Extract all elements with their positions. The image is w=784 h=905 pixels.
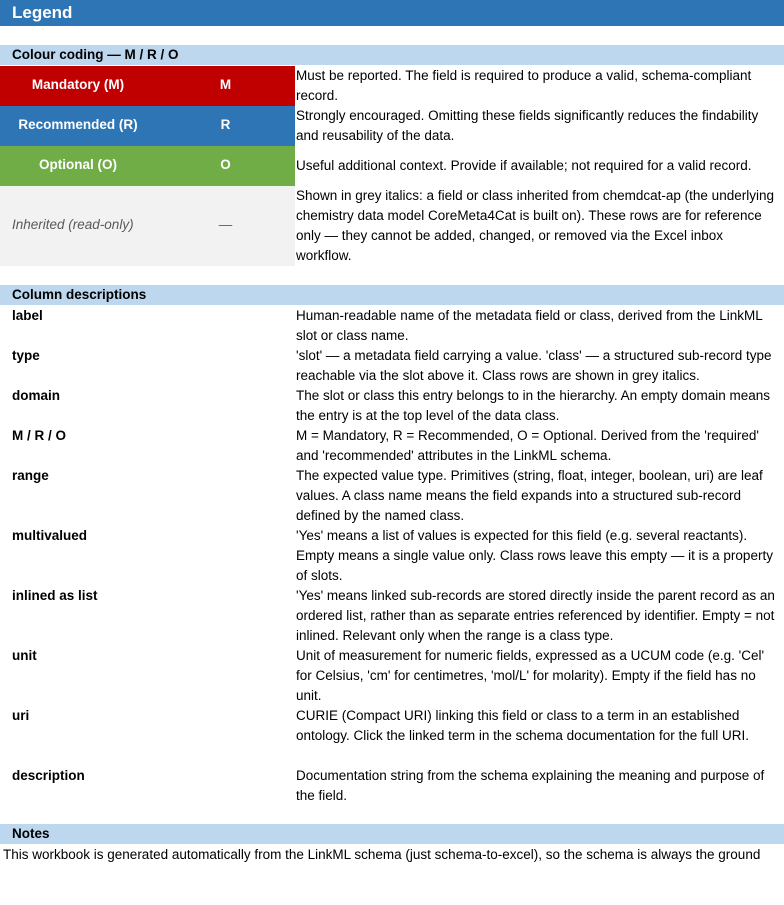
notes-heading: Notes xyxy=(0,824,784,844)
optional-swatch xyxy=(0,146,295,186)
optional-label: Optional (O) xyxy=(39,157,117,172)
optional-code: O xyxy=(220,157,231,172)
column-key: description xyxy=(12,768,85,783)
recommended-label: Recommended (R) xyxy=(18,117,138,132)
column-value: M = Mandatory, R = Recommended, O = Optional. Derived from the 'required' and 'recommended' attributes in the LinkML schema. xyxy=(296,428,759,463)
inherited-swatch xyxy=(0,186,295,266)
column-descriptions-heading: Column descriptions xyxy=(0,285,784,305)
column-value: Unit of measurement for numeric fields, expressed as a UCUM code (e.g. 'Cel' for Celsius, 'cm' for centimetres, 'mol/L' for molarity). Empty if the field has no unit. xyxy=(296,648,765,703)
mandatory-code: M xyxy=(219,77,232,92)
column-key: label xyxy=(12,308,43,323)
column-key: unit xyxy=(12,648,37,663)
colour-row-optional xyxy=(0,146,784,186)
column-value: 'slot' — a metadata field carrying a value. 'class' — a structured sub-record type reachable via the slot above it. Class rows are shown in grey italics. xyxy=(296,348,772,383)
recommended-code: R xyxy=(220,117,231,132)
legend-title: Legend xyxy=(0,0,784,26)
inherited-label: Inherited (read-only) xyxy=(12,217,134,232)
recommended-description: Strongly encouraged. Omitting these fields significantly reduces the findability and reusability of the data. xyxy=(296,108,759,143)
column-value: 'Yes' means a list of values is expected for this field (e.g. several reactants). Empty means a single value only. Class rows leave this empty — it is a property of slots. xyxy=(296,528,773,583)
optional-description: Useful additional context. Provide if available; not required for a valid record. xyxy=(296,158,752,173)
mandatory-description: Must be reported. The field is required to produce a valid, schema-compliant record. xyxy=(296,68,752,103)
column-key: domain xyxy=(12,388,61,403)
column-key: range xyxy=(12,468,49,483)
recommended-swatch xyxy=(0,106,295,146)
column-value: 'Yes' means linked sub-records are stored directly inside the parent record as an ordered list, rather than as separate entries referenced by identifier. Empty = not inlined. Relevant only when the range is a class type. xyxy=(296,588,775,643)
column-value: CURIE (Compact URI) linking this field or class to a term in an established ontology. Click the linked term in the schema documentation for the full URI. xyxy=(296,708,749,743)
inherited-code: — xyxy=(218,217,233,232)
column-key: inlined as list xyxy=(12,588,98,603)
column-key: multivalued xyxy=(12,528,88,543)
column-value: The slot or class this entry belongs to in the hierarchy. An empty domain means the entry is at the top level of the data class. xyxy=(296,388,770,423)
column-value: Documentation string from the schema explaining the meaning and purpose of the field. xyxy=(296,768,765,803)
colour-row-inherited xyxy=(0,186,784,266)
column-key: uri xyxy=(12,708,30,723)
colour-coding-heading: Colour coding — M / R / O xyxy=(0,45,784,65)
mandatory-label: Mandatory (M) xyxy=(31,77,125,92)
colour-row-mandatory xyxy=(0,66,784,106)
mandatory-swatch xyxy=(0,66,295,106)
column-value: The expected value type. Primitives (string, float, integer, boolean, uri) are leaf values. A class name means the field expands into a structured sub-record defined by the named class. xyxy=(296,468,763,523)
inherited-description: Shown in grey italics: a field or class inherited from chemdcat-ap (the underlying chemistry data model CoreMeta4Cat is built on). These rows are for reference only — they cannot be added, changed, or removed via the Excel inbox workflow. xyxy=(296,188,774,263)
notes-text: This workbook is generated automatically from the LinkML schema (just schema-to-excel), so the schema is always the ground xyxy=(3,847,761,862)
column-value: Human-readable name of the metadata field or class, derived from the LinkML slot or class name. xyxy=(296,308,763,343)
column-key: type xyxy=(12,348,40,363)
column-key: M / R / O xyxy=(12,428,66,443)
colour-row-recommended xyxy=(0,106,784,146)
